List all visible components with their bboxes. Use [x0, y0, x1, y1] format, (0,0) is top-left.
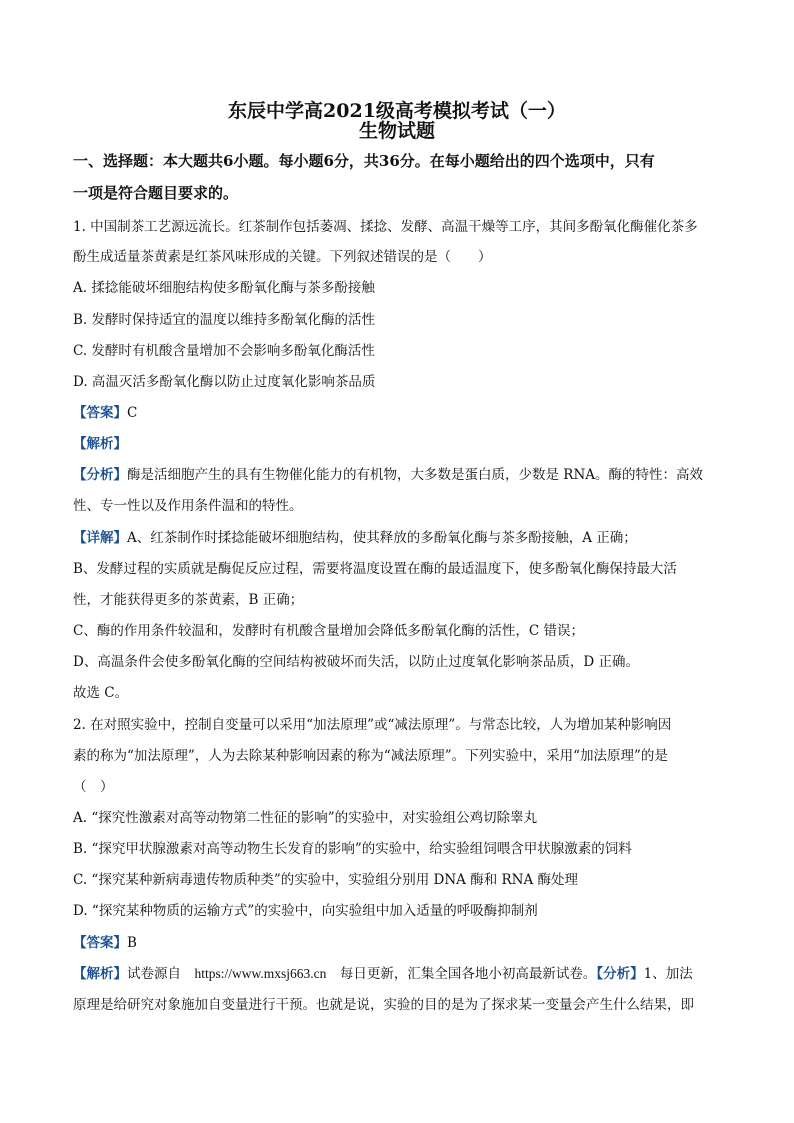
- q1-stem-line2: 酚生成适量茶黄素是红茶风味形成的关键。下列叙述错误的是（ ）: [73, 249, 492, 265]
- q1-analysis-tag: [73, 432, 127, 452]
- q2-stem-line1: 2. 在对照实验中，控制自变量可以采用“加法原理”或“减法原理”。与常态比较，人为增加某种影响因: [73, 717, 672, 733]
- q1-option-c: C. 发酵时有机酸含量增加不会影响多酚氧化酶活性: [73, 343, 375, 359]
- q2-stem-line2: 素的称为“加法原理”，人为去除某种影响因素的称为“减法原理”。下列实验中，采用“加法原理”的是: [73, 748, 668, 764]
- source-note: 试卷源自 https://www.mxsj663.cn 每日更新，汇集全国各地小初高最新试卷。: [127, 966, 597, 981]
- exam-title: 东辰中学高2021级高考模拟考试（一）: [228, 100, 566, 122]
- q1-conclusion: 故选 C。: [73, 685, 129, 701]
- answer-value: C: [127, 405, 138, 421]
- q1-fenxi-line2: 性、专一性以及作用条件温和的特性。: [73, 498, 303, 514]
- q2-analysis-line2: 原理是给研究对象施加自变量进行干预。也就是说，实验的目的是为了探求某一变量会产生什么结果，即: [73, 997, 694, 1013]
- section-heading-line2: 一项是符合题目要求的。: [73, 184, 239, 202]
- analysis-tag: 【解析】: [73, 966, 127, 982]
- xiangjie-a-text: A、红茶制作时揉捻能破坏细胞结构，使其释放的多酚氧化酶与茶多酚接触，A 正确；: [127, 530, 637, 546]
- answer-value: B: [127, 935, 137, 951]
- q1-fenxi-line1: [73, 463, 703, 483]
- section-heading-line1: 一、选择题：本大题共6小题。每小题6分，共36分。在每小题给出的四个选项中，只有: [73, 152, 655, 170]
- fenxi-tag: 【分析】: [596, 966, 644, 982]
- xiangjie-tag: 【详解】: [73, 530, 127, 546]
- q2-answer: [73, 931, 137, 951]
- q1-option-d: D. 高温灭活多酚氧化酶以防止过度氧化影响茶品质: [73, 374, 376, 390]
- q1-xiangjie-c: C、酶的作用条件较温和，发酵时有机酸含量增加会降低多酚氧化酶的活性，C 错误；: [73, 623, 584, 639]
- q1-xiangjie-b-line2: 性，才能获得更多的茶黄素，B 正确；: [73, 592, 304, 608]
- fenxi-text: 1、加法: [643, 966, 693, 982]
- q2-option-d: D. “探究某种物质的运输方式”的实验中，向实验组中加入适量的呼吸酶抑制剂: [73, 903, 538, 919]
- q1-option-b: B. 发酵时保持适宜的温度以维持多酚氧化酶的活性: [73, 312, 376, 328]
- answer-tag: 【答案】: [73, 405, 127, 421]
- q2-option-a: A. “探究性激素对高等动物第二性征的影响”的实验中，对实验组公鸡切除睾丸: [73, 810, 538, 826]
- q1-stem-line1: 1. 中国制茶工艺源远流长。红茶制作包括萎凋、揉捻、发酵、高温干燥等工序，其间多酚氧化酶催化茶多: [73, 219, 698, 235]
- q1-answer: [73, 401, 137, 421]
- exam-subtitle: 生物试题: [358, 120, 435, 142]
- q2-analysis-line1: [73, 962, 693, 982]
- q1-xiangjie-a: [73, 526, 637, 546]
- q2-stem-line3: （ ）: [73, 779, 114, 795]
- q1-xiangjie-d: D、高温条件会使多酚氧化酶的空间结构被破坏而失活，以防止过度氧化影响茶品质，D 正确。: [73, 654, 639, 670]
- q1-xiangjie-b-line1: B、发酵过程的实质就是酶促反应过程，需要将温度设置在酶的最适温度下，使多酚氧化酶保持最大活: [73, 561, 677, 577]
- q2-option-b: B. “探究甲状腺激素对高等动物生长发育的影响”的实验中，给实验组饲喂含甲状腺激素的饲料: [73, 841, 632, 857]
- fenxi-text: 酶是活细胞产生的具有生物催化能力的有机物，大多数是蛋白质，少数是 RNA。酶的特性：高效: [127, 467, 704, 483]
- analysis-tag: 【解析】: [73, 436, 127, 452]
- q2-option-c: C. “探究某种新病毒遗传物质种类”的实验中，实验组分别用 DNA 酶和 RNA 酶处理: [73, 872, 579, 888]
- fenxi-tag: 【分析】: [73, 467, 127, 483]
- answer-tag: 【答案】: [73, 935, 127, 951]
- q1-option-a: A. 揉捻能破坏细胞结构使多酚氧化酶与茶多酚接触: [73, 280, 375, 296]
